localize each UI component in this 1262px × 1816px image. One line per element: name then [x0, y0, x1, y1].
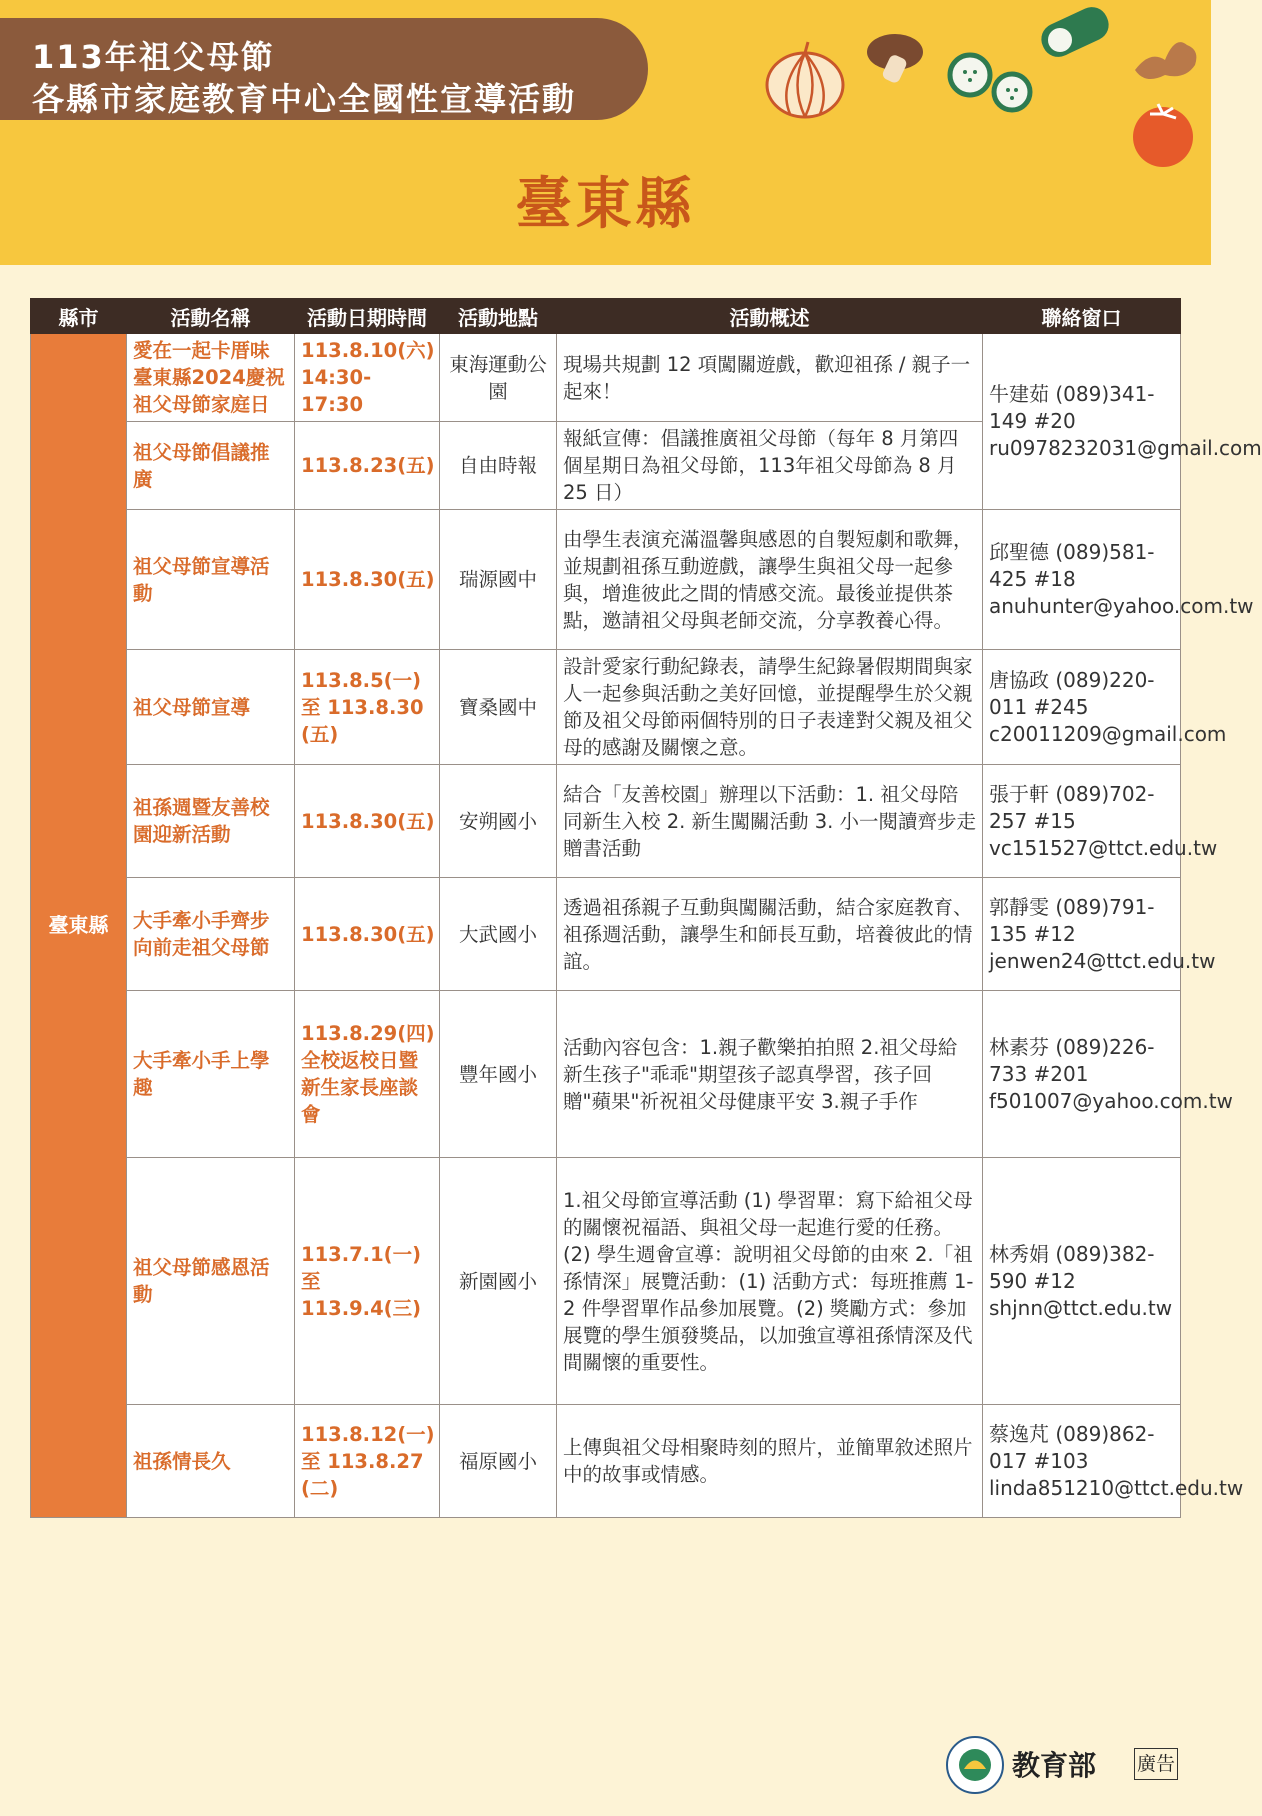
activity-date: 113.8.29(四) 全校返校日暨新生家長座談會 — [295, 991, 440, 1158]
activity-name: 祖父母節宣導活動 — [127, 510, 295, 650]
contact-cell: 蔡逸芃 (089)862-017 #103 linda851210@ttct.edu.tw — [983, 1405, 1181, 1518]
table-row — [31, 991, 1181, 1158]
activity-name: 祖孫週暨友善校園迎新活動 — [127, 765, 295, 878]
activity-location: 福原國小 — [440, 1405, 557, 1518]
activity-location: 大武國小 — [440, 878, 557, 991]
activity-name: 愛在一起卡厝味臺東縣2024慶祝祖父母節家庭日 — [127, 334, 295, 422]
activity-summary: 由學生表演充滿溫馨與感恩的自製短劇和歌舞，並規劃祖孫互動遊戲，讓學生與祖父母一起參與，增進彼此之間的情感交流。最後並提供茶點，邀請祖父母與老師交流，分享教養心得。 — [557, 510, 983, 650]
activity-date: 113.8.30(五) — [295, 510, 440, 650]
contact-cell: 林秀娟 (089)382-590 #12 shjnn@ttct.edu.tw — [983, 1158, 1181, 1405]
table-row — [31, 878, 1181, 991]
table-row — [31, 765, 1181, 878]
activity-summary: 透過祖孫親子互動與闖關活動，結合家庭教育、祖孫週活動，讓學生和師長互動，培養彼此的情誼。 — [557, 878, 983, 991]
mushroom-icon — [860, 28, 930, 88]
activity-name: 祖父母節倡議推廣 — [127, 422, 295, 510]
activity-name: 祖孫情長久 — [127, 1405, 295, 1518]
activity-date: 113.7.1(一) 至113.9.4(三) — [295, 1158, 440, 1405]
header-summary: 活動概述 — [557, 299, 983, 334]
activity-summary: 報紙宣傳：倡議推廣祖父母節（每年 8 月第四個星期日為祖父母節，113年祖父母節為 8 月 25 日） — [557, 422, 983, 510]
activity-summary: 1.祖父母節宣導活動 (1) 學習單：寫下給祖父母的關懷祝福語、與祖父母一起進行愛的任務。(2) 學生週會宣導：說明祖父母節的由來 2.「祖孫情深」展覽活動：(1) 活動方式：每班推薦 1-2 件學習單作品參加展覽。(2) 獎勵方式：參加展覽的學生頒發獎品，以加強宣導祖孫情深及代間關懷的重要性。 — [557, 1158, 983, 1405]
header-location: 活動地點 — [440, 299, 557, 334]
activity-date: 113.8.30(五) — [295, 878, 440, 991]
activity-location: 豐年國小 — [440, 991, 557, 1158]
header-county: 縣市 — [31, 299, 127, 334]
contact-cell: 邱聖德 (089)581-425 #18 anuhunter@yahoo.com.tw — [983, 510, 1181, 650]
contact-cell: 林素芬 (089)226-733 #201 f501007@yahoo.com.tw — [983, 991, 1181, 1158]
activity-date: 113.8.5(一) 至 113.8.30 (五) — [295, 650, 440, 765]
ad-label: 廣告 — [1134, 1748, 1178, 1780]
activity-summary: 現場共規劃 12 項闖關遊戲，歡迎祖孫 / 親子一起來！ — [557, 334, 983, 422]
ministry-seal-logo — [944, 1734, 1006, 1796]
activity-location: 瑞源國中 — [440, 510, 557, 650]
activity-date: 113.8.12(一) 至 113.8.27 (二) — [295, 1405, 440, 1518]
table-header-row — [31, 299, 1181, 334]
activity-name: 大手牽小手上學趣 — [127, 991, 295, 1158]
table-row — [31, 1405, 1181, 1518]
activity-location: 自由時報 — [440, 422, 557, 510]
activity-location: 新園國小 — [440, 1158, 557, 1405]
title-line-2: 各縣市家庭教育中心全國性宣導活動 — [32, 80, 577, 118]
cucumber-icon — [1030, 0, 1120, 70]
activity-date: 113.8.30(五) — [295, 765, 440, 878]
activity-location: 寶桑國中 — [440, 650, 557, 765]
header-banner — [0, 0, 1211, 265]
title-box — [0, 18, 648, 120]
header-date-time: 活動日期時間 — [295, 299, 440, 334]
page-title: 臺東縣 — [515, 172, 696, 237]
ginger-icon — [1125, 20, 1205, 90]
tomato-icon — [1128, 100, 1198, 170]
contact-cell: 牛建茹 (089)341-149 #20 ru0978232031@gmail.com — [983, 334, 1181, 510]
activity-location: 安朔國小 — [440, 765, 557, 878]
activity-summary: 上傳與祖父母相聚時刻的照片，並簡單敘述照片中的故事或情感。 — [557, 1405, 983, 1518]
activity-summary: 活動內容包含：1.親子歡樂拍拍照 2.祖父母給新生孩子"乖乖"期望孩子認真學習，孩子回贈"蘋果"祈祝祖父母健康平安 3.親子手作 — [557, 991, 983, 1158]
table-row — [31, 1158, 1181, 1405]
title-line-1: 113年祖父母節 — [32, 38, 275, 76]
activity-name: 祖父母節感恩活動 — [127, 1158, 295, 1405]
activity-name: 祖父母節宣導 — [127, 650, 295, 765]
header-contact: 聯絡窗口 — [983, 299, 1181, 334]
cucumber-slice-icon-2 — [990, 70, 1040, 120]
header-activity-name: 活動名稱 — [127, 299, 295, 334]
activity-name: 大手牽小手齊步向前走祖父母節 — [127, 878, 295, 991]
activity-location: 東海運動公園 — [440, 334, 557, 422]
onion-icon — [760, 40, 850, 120]
county-cell: 臺東縣 — [31, 334, 127, 1518]
contact-cell: 唐協政 (089)220-011 #245 c20011209@gmail.com — [983, 650, 1181, 765]
activity-summary: 設計愛家行動紀錄表，請學生紀錄暑假期間與家人一起參與活動之美好回憶，並提醒學生於父親節及祖父母節兩個特別的日子表達對父親及祖父母的感謝及關懷之意。 — [557, 650, 983, 765]
activity-table — [30, 298, 1262, 1518]
table-row — [31, 650, 1181, 765]
table-row — [31, 510, 1181, 650]
activity-summary: 結合「友善校園」辦理以下活動：1. 祖父母陪同新生入校 2. 新生闖關活動 3. 小一閱讀齊步走贈書活動 — [557, 765, 983, 878]
table-row — [31, 334, 1181, 422]
activity-date: 113.8.10(六) 14:30-17:30 — [295, 334, 440, 422]
contact-cell: 郭靜雯 (089)791-135 #12 jenwen24@ttct.edu.tw — [983, 878, 1181, 991]
contact-cell: 張于軒 (089)702-257 #15 vc151527@ttct.edu.tw — [983, 765, 1181, 878]
activity-date: 113.8.23(五) — [295, 422, 440, 510]
ministry-name: 教育部 — [1012, 1749, 1097, 1782]
